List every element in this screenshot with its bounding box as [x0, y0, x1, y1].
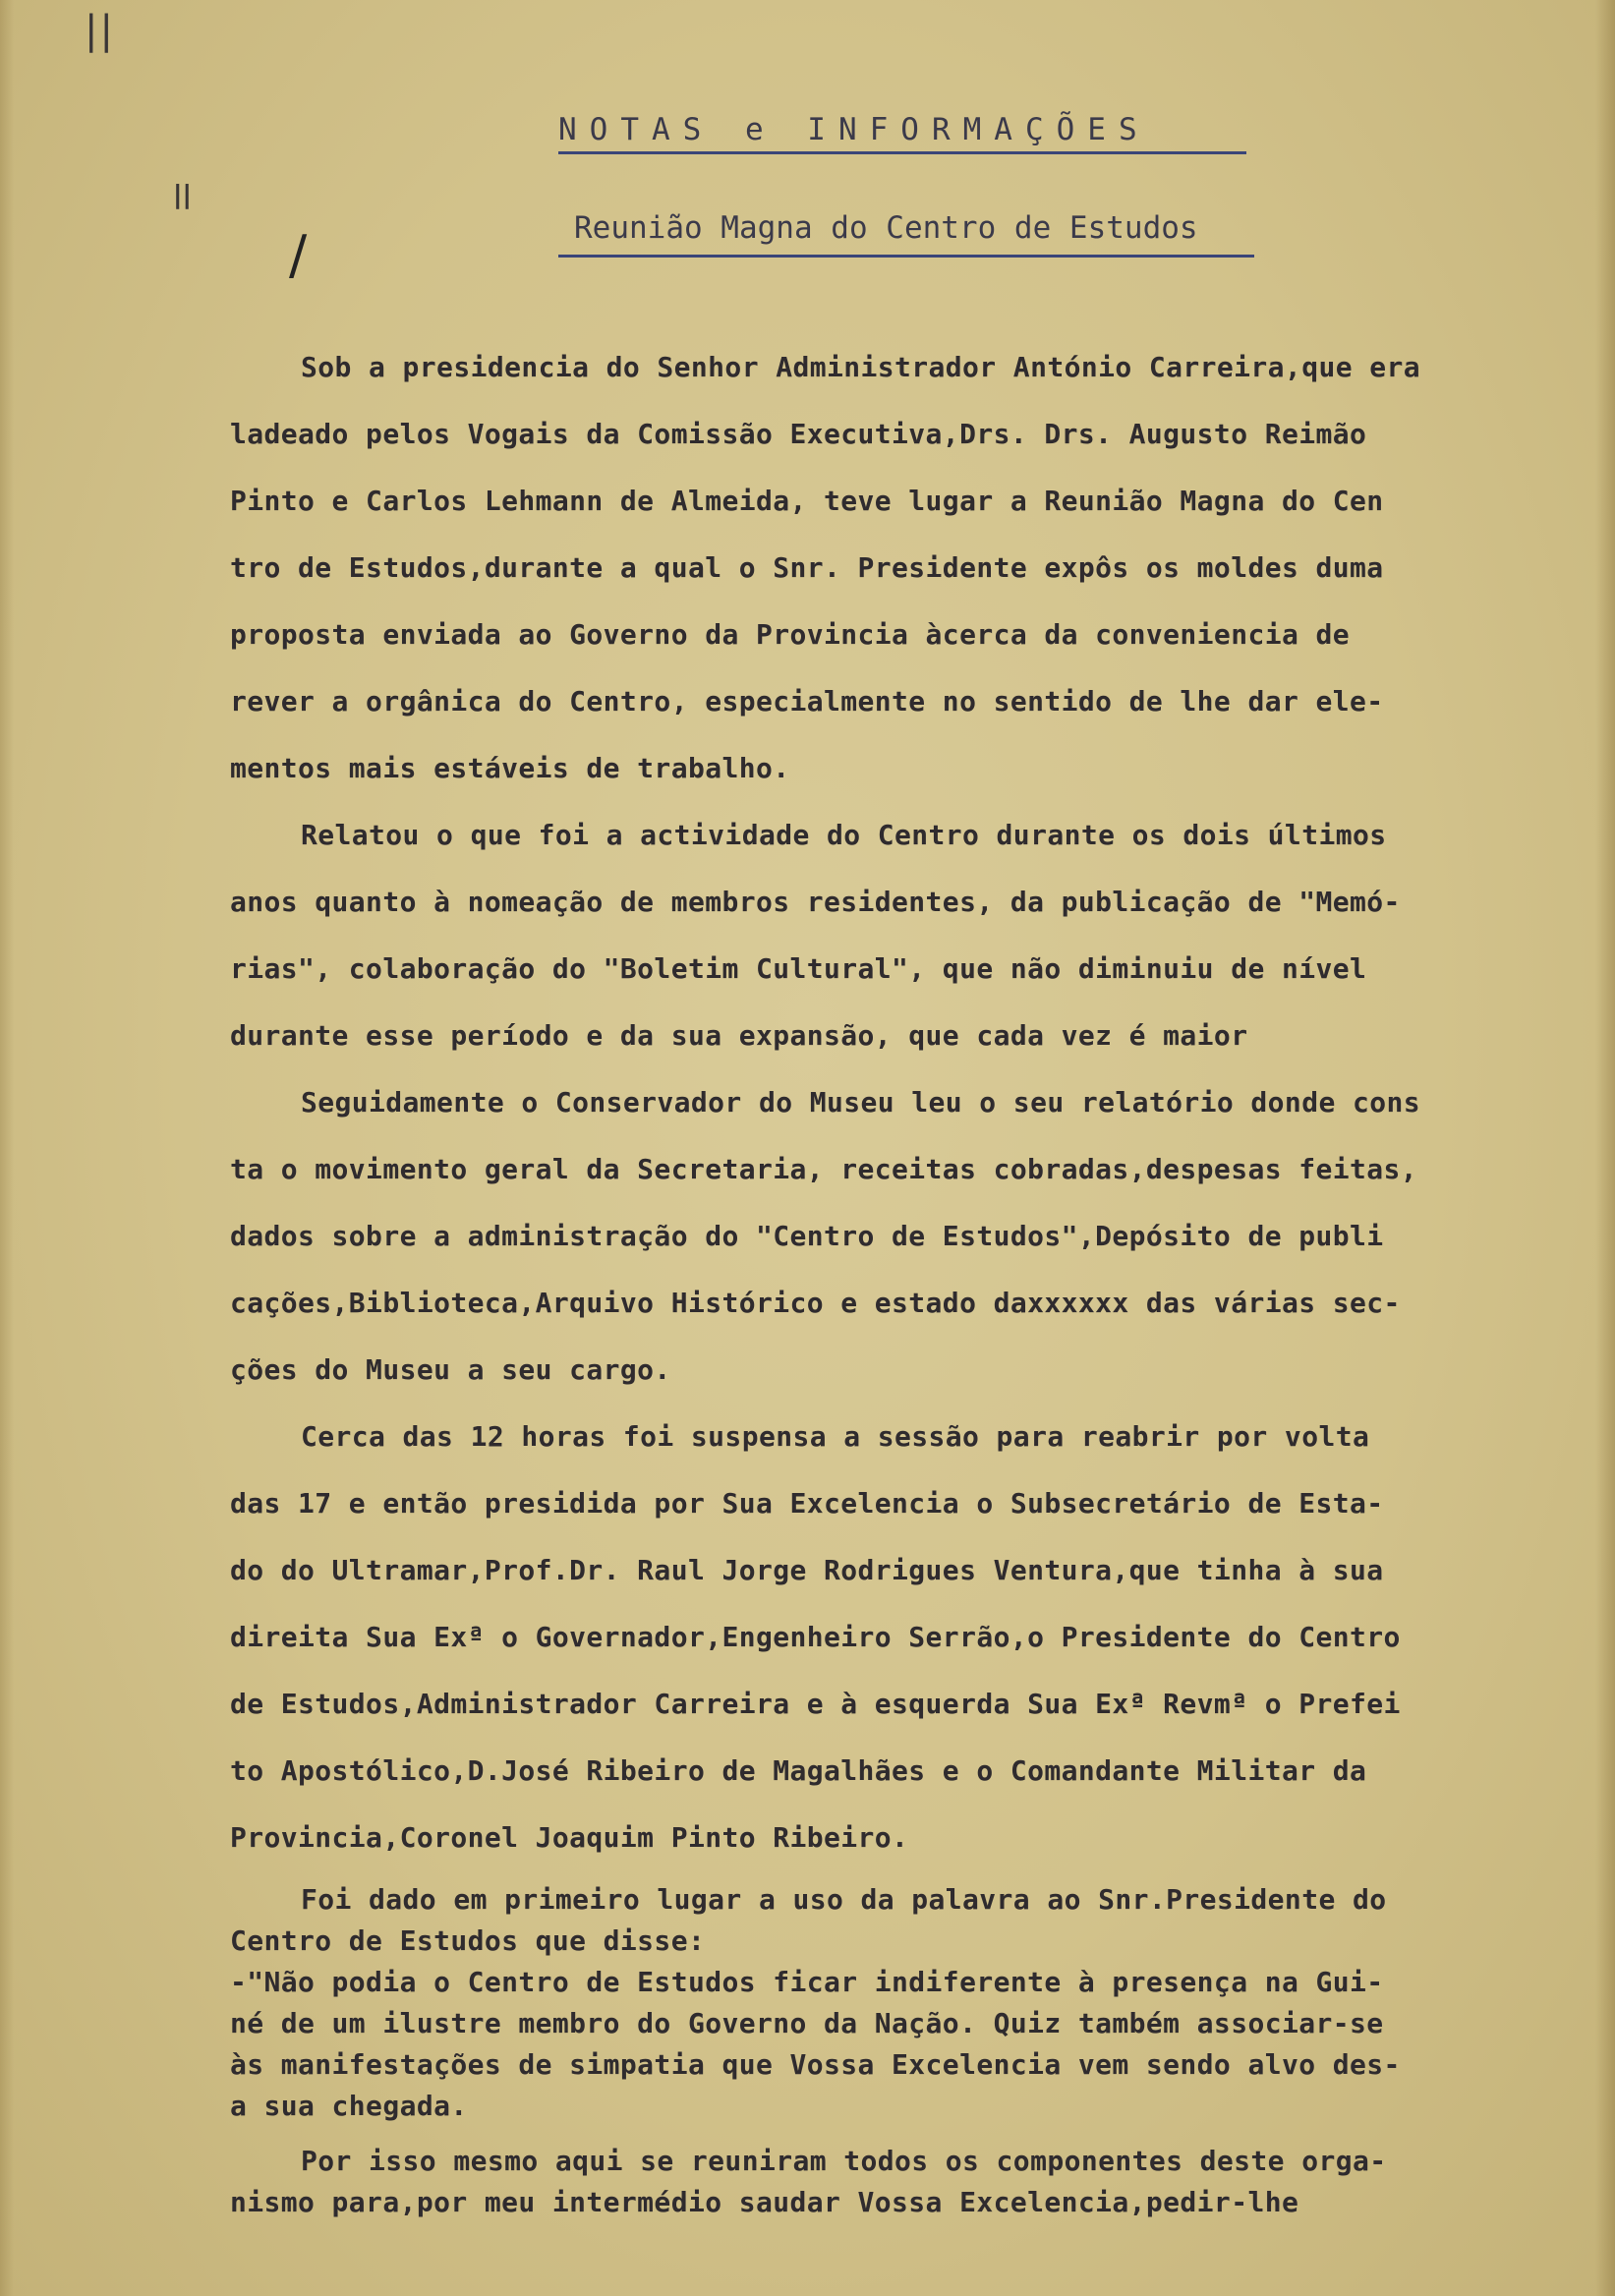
text-line: Seguidamente o Conservador do Museu leu o seu relatório donde cons: [301, 1086, 1420, 1119]
paragraph: [230, 2141, 1577, 2223]
text-line: Sob a presidencia do Senhor Administrador António Carreira,que era: [301, 351, 1420, 383]
text-line: do do Ultramar,Prof.Dr. Raul Jorge Rodrigues Ventura,que tinha à sua: [230, 1554, 1384, 1586]
text-line: Relatou o que foi a actividade do Centro durante os dois últimos: [301, 819, 1387, 851]
paper-edge-right: [1595, 0, 1615, 2296]
margin-mark-slash: /: [289, 224, 308, 286]
paragraph: [230, 334, 1577, 802]
quote-line: né de um ilustre membro do Governo da Nação. Quiz também associar-se: [230, 2007, 1384, 2039]
text-line: ta o movimento geral da Secretaria, receitas cobradas,despesas feitas,: [230, 1153, 1418, 1185]
text-line: Pinto e Carlos Lehmann de Almeida, teve lugar a Reunião Magna do Cen: [230, 485, 1384, 517]
paragraph: [230, 1879, 1577, 2127]
text-line: direita Sua Exª o Governador,Engenheiro Serrão,o Presidente do Centro: [230, 1621, 1401, 1653]
document-subtitle: Reunião Magna do Centro de Estudos: [574, 210, 1262, 246]
text-line: proposta enviada ao Governo da Provincia àcerca da conveniencia de: [230, 618, 1350, 651]
text-line: cações,Biblioteca,Arquivo Histórico e estado daxxxxxx das várias sec-: [230, 1287, 1401, 1319]
paragraph: [230, 1404, 1577, 1871]
text-line: Provincia,Coronel Joaquim Pinto Ribeiro.: [230, 1821, 909, 1854]
document-title: NOTAS e INFORMAÇÕES: [558, 112, 1246, 154]
text-line: to Apostólico,D.José Ribeiro de Magalhães e o Comandante Militar da: [230, 1754, 1367, 1787]
text-line: Foi dado em primeiro lugar a uso da palavra ao Snr.Presidente do: [301, 1883, 1387, 1916]
margin-mark-left: ll: [173, 179, 192, 218]
text-line: de Estudos,Administrador Carreira e à esquerda Sua Exª Revmª o Prefei: [230, 1688, 1401, 1720]
text-line: ladeado pelos Vogais da Comissão Executiva,Drs. Drs. Augusto Reimão: [230, 418, 1367, 450]
text-line: rever a orgânica do Centro, especialmente no sentido de lhe dar ele-: [230, 685, 1384, 718]
quote-line: -"Não podia o Centro de Estudos ficar indiferente à presença na Gui-: [230, 1966, 1384, 1998]
text-line: nismo para,por meu intermédio saudar Vossa Excelencia,pedir-lhe: [230, 2186, 1299, 2218]
text-line: rias", colaboração do "Boletim Cultural", que não diminuiu de nível: [230, 952, 1367, 985]
margin-mark-top-left: ||: [85, 8, 115, 53]
text-line: Cerca das 12 horas foi suspensa a sessão para reabrir por volta: [301, 1420, 1370, 1453]
text-line: mentos mais estáveis de trabalho.: [230, 752, 790, 784]
text-line: anos quanto à nomeação de membros residentes, da publicação de "Memó-: [230, 886, 1401, 918]
document-body: [230, 334, 1577, 2223]
quote-line: às manifestações de simpatia que Vossa Excelencia vem sendo alvo des-: [230, 2048, 1401, 2081]
text-line: Centro de Estudos que disse:: [230, 1924, 706, 1957]
paper-edge-left: [0, 0, 14, 2296]
text-line: durante esse período e da sua expansão, que cada vez é maior: [230, 1019, 1248, 1052]
text-line: tro de Estudos,durante a qual o Snr. Presidente expôs os moldes duma: [230, 551, 1384, 584]
text-line: ções do Museu a seu cargo.: [230, 1353, 671, 1386]
text-line: das 17 e então presidida por Sua Excelencia o Subsecretário de Esta-: [230, 1487, 1384, 1520]
paragraph: [230, 802, 1577, 1069]
quote-line: a sua chegada.: [230, 2090, 468, 2122]
text-line: dados sobre a administração do "Centro de Estudos",Depósito de publi: [230, 1220, 1384, 1252]
paragraph: [230, 1069, 1577, 1404]
text-line: Por isso mesmo aqui se reuniram todos os componentes deste orga-: [301, 2145, 1387, 2177]
